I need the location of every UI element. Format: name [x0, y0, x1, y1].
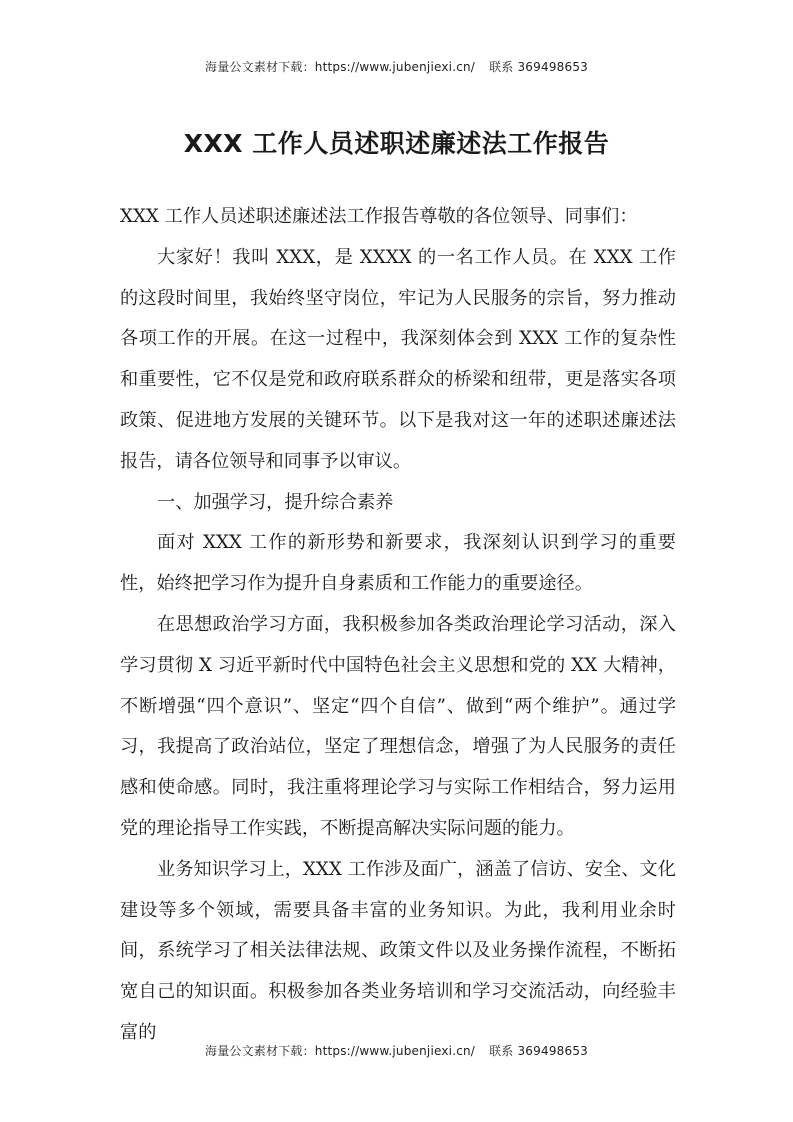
page-footer [0, 1042, 793, 1059]
document-body [120, 197, 676, 1054]
page-header [0, 58, 793, 75]
salutation-paragraph: XXX 工作人员述职述廉述法工作报告尊敬的各位领导、同事们： [120, 206, 638, 227]
footer-contact-text: 联系 369498653 [489, 1044, 588, 1058]
footer-download-text: 海量公文素材下载：https://www.jubenjiexi.cn/ [205, 1044, 476, 1058]
body-paragraph: 在思想政治学习方面，我积极参加各类政治理论学习活动，深入学习贯彻 X 习近平新时代中国特色社会主义思想和党的 XX 大精神，不断增强“四个意识”、坚定“四个自信”、做到“两个维护”。通过学习，我提高了政治站位，坚定了理想信念，增强了为人民服务的责任感和使命感。同时，我注重将理论学习与实际工作相结合，努力运用党的理论指导工作实践，不断提高解决实际问题的能力。 [120, 613, 676, 839]
body-paragraph: 面对 XXX 工作的新形势和新要求，我深刻认识到学习的重要性，始终把学习作为提升自身素质和工作能力的重要途径。 [120, 532, 676, 595]
intro-paragraph: 大家好！我叫 XXX，是 XXXX 的一名工作人员。在 XXX 工作的这段时间里，我始终坚守岗位，牢记为人民服务的宗旨，努力推动各项工作的开展。在这一过程中，我深刻体会到 XXX 工作的复杂性和重要性，它不仅是党和政府联系群众的桥梁和纽带，更是落实各项政策、促进地方发展的关键环节。以下是我对这一年的述职述廉述法报告，请各位领导和同事予以审议。 [120, 246, 676, 472]
section-heading: 一、加强学习，提升综合素养 [157, 491, 394, 513]
header-contact-text: 联系 369498653 [489, 60, 588, 74]
body-paragraph: 业务知识学习上，XXX 工作涉及面广，涵盖了信访、安全、文化建设等多个领域，需要具备丰富的业务知识。为此，我利用业余时间，系统学习了相关法律法规、政策文件以及业务操作流程，不断拓宽自己的知识面。积极参加各类业务培训和学习交流活动，向经验丰富的 [120, 858, 676, 1043]
document-title: XXX 工作人员述职述廉述法工作报告 [183, 129, 610, 158]
header-download-text: 海量公文素材下载：https://www.jubenjiexi.cn/ [205, 60, 476, 74]
